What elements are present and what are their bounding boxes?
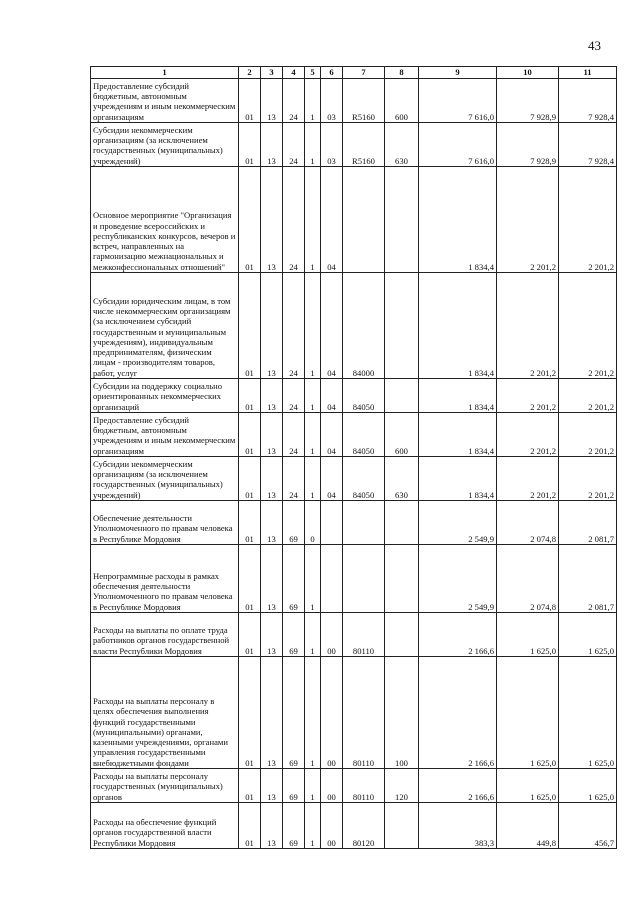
row-name-cell: Основное мероприятие "Организация и проведение всероссийских и республиканских конкурсов, вечеров и встреч, направленных на гармонизацию межнациональных и межконфессиональных отношений": [91, 167, 239, 273]
row-name-cell: Расходы на выплаты персоналу в целях обеспечения выполнения функций государственными (муниципальными) органами, казенными учреждениями, органами управления государственными внебюджетными фондами: [91, 657, 239, 769]
row-value-cell: 1: [305, 167, 321, 273]
row-value-cell: 100: [385, 657, 419, 769]
row-value-cell: 1 834,4: [419, 273, 497, 379]
row-value-cell: 1: [305, 457, 321, 501]
row-value-cell: 1 834,4: [419, 457, 497, 501]
row-value-cell: 2 201,2: [497, 457, 559, 501]
row-value-cell: 1: [305, 803, 321, 849]
table-row: [91, 657, 617, 769]
row-value-cell: 13: [261, 413, 283, 457]
row-value-cell: 13: [261, 613, 283, 657]
table-row: [91, 167, 617, 273]
row-value-cell: 01: [239, 657, 261, 769]
row-value-cell: [343, 545, 385, 613]
row-value-cell: 1 834,4: [419, 379, 497, 413]
row-value-cell: 1: [305, 379, 321, 413]
row-value-cell: 2 201,2: [559, 167, 617, 273]
row-value-cell: 01: [239, 273, 261, 379]
row-value-cell: 1 834,4: [419, 413, 497, 457]
row-value-cell: 03: [321, 123, 343, 167]
row-value-cell: 1: [305, 545, 321, 613]
row-value-cell: 456,7: [559, 803, 617, 849]
table-row: [91, 123, 617, 167]
row-value-cell: 1 625,0: [559, 613, 617, 657]
row-value-cell: 24: [283, 79, 305, 123]
row-value-cell: 01: [239, 545, 261, 613]
row-value-cell: 600: [385, 413, 419, 457]
row-value-cell: 00: [321, 769, 343, 803]
row-value-cell: R5160: [343, 123, 385, 167]
row-value-cell: 69: [283, 545, 305, 613]
row-value-cell: 24: [283, 123, 305, 167]
row-value-cell: 13: [261, 273, 283, 379]
table-row: [91, 413, 617, 457]
row-value-cell: 13: [261, 123, 283, 167]
row-value-cell: 1 625,0: [497, 657, 559, 769]
row-value-cell: 80110: [343, 613, 385, 657]
row-value-cell: 1 625,0: [497, 613, 559, 657]
row-value-cell: 1 625,0: [497, 769, 559, 803]
column-header: 7: [343, 67, 385, 79]
row-value-cell: 7 928,4: [559, 123, 617, 167]
row-value-cell: 01: [239, 457, 261, 501]
row-value-cell: 383,3: [419, 803, 497, 849]
row-value-cell: 13: [261, 457, 283, 501]
row-value-cell: R5160: [343, 79, 385, 123]
row-value-cell: 2 201,2: [497, 413, 559, 457]
row-value-cell: 630: [385, 457, 419, 501]
row-value-cell: 7 928,4: [559, 79, 617, 123]
row-value-cell: 84050: [343, 413, 385, 457]
row-value-cell: 2 166,6: [419, 769, 497, 803]
row-value-cell: [385, 167, 419, 273]
row-name-cell: Субсидии на поддержку социально ориентированных некоммерческих организаций: [91, 379, 239, 413]
row-value-cell: 00: [321, 613, 343, 657]
column-header: 4: [283, 67, 305, 79]
table-row: [91, 379, 617, 413]
row-value-cell: 04: [321, 413, 343, 457]
row-value-cell: 2 201,2: [559, 379, 617, 413]
row-value-cell: [321, 501, 343, 545]
row-value-cell: [321, 545, 343, 613]
row-value-cell: 600: [385, 79, 419, 123]
row-value-cell: 13: [261, 769, 283, 803]
budget-table: [90, 66, 617, 849]
column-header: 1: [91, 67, 239, 79]
page-number: 43: [588, 38, 601, 53]
row-value-cell: 84050: [343, 457, 385, 501]
table-row: [91, 769, 617, 803]
table-row: [91, 79, 617, 123]
row-value-cell: 13: [261, 545, 283, 613]
column-header: 9: [419, 67, 497, 79]
row-name-cell: Непрограммные расходы в рамках обеспечения деятельности Уполномоченного по правам человека в Республике Мордовия: [91, 545, 239, 613]
row-value-cell: 2 549,9: [419, 545, 497, 613]
row-name-cell: Предоставление субсидий бюджетным, автономным учреждениям и иным некоммерческим организациям: [91, 413, 239, 457]
row-value-cell: 2 201,2: [559, 413, 617, 457]
row-value-cell: 7 928,9: [497, 123, 559, 167]
row-value-cell: 2 074,8: [497, 545, 559, 613]
row-value-cell: 13: [261, 79, 283, 123]
column-header: 6: [321, 67, 343, 79]
row-value-cell: 24: [283, 379, 305, 413]
row-value-cell: 04: [321, 273, 343, 379]
row-value-cell: 00: [321, 803, 343, 849]
row-value-cell: 13: [261, 501, 283, 545]
row-value-cell: 03: [321, 79, 343, 123]
row-value-cell: 01: [239, 379, 261, 413]
row-value-cell: [385, 545, 419, 613]
row-value-cell: 7 616,0: [419, 79, 497, 123]
row-value-cell: [385, 501, 419, 545]
table-row: [91, 457, 617, 501]
row-name-cell: Расходы на выплаты по оплате труда работников органов государственной власти Республики Мордовия: [91, 613, 239, 657]
row-value-cell: 0: [305, 501, 321, 545]
row-value-cell: 2 166,6: [419, 613, 497, 657]
row-name-cell: Субсидии юридическим лицам, в том числе некоммерческим организациям (за исключением субсидий государственным и муниципальным учреждениям), индивидуальным предпринимателям, физическим лицам - производителям товаров, работ, услуг: [91, 273, 239, 379]
row-value-cell: 1: [305, 413, 321, 457]
row-value-cell: 1 834,4: [419, 167, 497, 273]
row-value-cell: 80120: [343, 803, 385, 849]
row-value-cell: 00: [321, 657, 343, 769]
row-value-cell: 04: [321, 167, 343, 273]
row-value-cell: 2 201,2: [497, 379, 559, 413]
row-value-cell: 84050: [343, 379, 385, 413]
row-value-cell: 69: [283, 613, 305, 657]
row-name-cell: Обеспечение деятельности Уполномоченного по правам человека в Республике Мордовия: [91, 501, 239, 545]
row-value-cell: 69: [283, 657, 305, 769]
row-value-cell: 449,8: [497, 803, 559, 849]
row-value-cell: 2 166,6: [419, 657, 497, 769]
row-value-cell: 04: [321, 379, 343, 413]
table-header-row: [91, 67, 617, 79]
row-value-cell: 2 081,7: [559, 545, 617, 613]
row-value-cell: [385, 803, 419, 849]
column-header: 8: [385, 67, 419, 79]
row-value-cell: 01: [239, 803, 261, 849]
row-value-cell: [385, 379, 419, 413]
row-value-cell: 01: [239, 769, 261, 803]
table-row: [91, 501, 617, 545]
row-value-cell: 2 549,9: [419, 501, 497, 545]
row-value-cell: 1: [305, 613, 321, 657]
row-value-cell: 2 201,2: [497, 273, 559, 379]
table-row: [91, 803, 617, 849]
row-name-cell: Субсидии некоммерческим организациям (за исключением государственных (муниципальных) учреждений): [91, 123, 239, 167]
row-value-cell: 1 625,0: [559, 657, 617, 769]
row-value-cell: 1: [305, 79, 321, 123]
row-value-cell: [385, 613, 419, 657]
row-value-cell: 2 201,2: [497, 167, 559, 273]
row-value-cell: 69: [283, 803, 305, 849]
row-value-cell: 84000: [343, 273, 385, 379]
column-header: 5: [305, 67, 321, 79]
row-value-cell: 04: [321, 457, 343, 501]
row-value-cell: 01: [239, 613, 261, 657]
row-value-cell: 80110: [343, 657, 385, 769]
row-value-cell: 7 928,9: [497, 79, 559, 123]
row-value-cell: 13: [261, 167, 283, 273]
column-header: 10: [497, 67, 559, 79]
row-value-cell: 2 081,7: [559, 501, 617, 545]
row-value-cell: 24: [283, 167, 305, 273]
row-value-cell: 80110: [343, 769, 385, 803]
row-value-cell: 69: [283, 769, 305, 803]
row-value-cell: 24: [283, 457, 305, 501]
row-value-cell: 01: [239, 79, 261, 123]
row-value-cell: 2 201,2: [559, 457, 617, 501]
row-value-cell: 01: [239, 413, 261, 457]
table-row: [91, 613, 617, 657]
row-value-cell: 24: [283, 413, 305, 457]
row-value-cell: 24: [283, 273, 305, 379]
row-name-cell: Расходы на обеспечение функций органов государственной власти Республики Мордовия: [91, 803, 239, 849]
row-value-cell: [343, 501, 385, 545]
row-value-cell: 1: [305, 657, 321, 769]
row-value-cell: 01: [239, 167, 261, 273]
row-name-cell: Предоставление субсидий бюджетным, автономным учреждениям и иным некоммерческим организациям: [91, 79, 239, 123]
row-value-cell: [385, 273, 419, 379]
row-value-cell: 1: [305, 769, 321, 803]
row-value-cell: [343, 167, 385, 273]
row-value-cell: 1 625,0: [559, 769, 617, 803]
row-value-cell: 01: [239, 501, 261, 545]
row-value-cell: 7 616,0: [419, 123, 497, 167]
row-value-cell: 1: [305, 273, 321, 379]
row-name-cell: Расходы на выплаты персоналу государственных (муниципальных) органов: [91, 769, 239, 803]
row-value-cell: 2 074,8: [497, 501, 559, 545]
row-value-cell: 2 201,2: [559, 273, 617, 379]
table-row: [91, 273, 617, 379]
row-value-cell: 69: [283, 501, 305, 545]
row-value-cell: 13: [261, 657, 283, 769]
row-value-cell: 120: [385, 769, 419, 803]
row-value-cell: 13: [261, 379, 283, 413]
row-value-cell: 1: [305, 123, 321, 167]
row-value-cell: 630: [385, 123, 419, 167]
column-header: 3: [261, 67, 283, 79]
table-row: [91, 545, 617, 613]
row-name-cell: Субсидии некоммерческим организациям (за исключением государственных (муниципальных) учреждений): [91, 457, 239, 501]
row-value-cell: 13: [261, 803, 283, 849]
column-header: 11: [559, 67, 617, 79]
row-value-cell: 01: [239, 123, 261, 167]
column-header: 2: [239, 67, 261, 79]
